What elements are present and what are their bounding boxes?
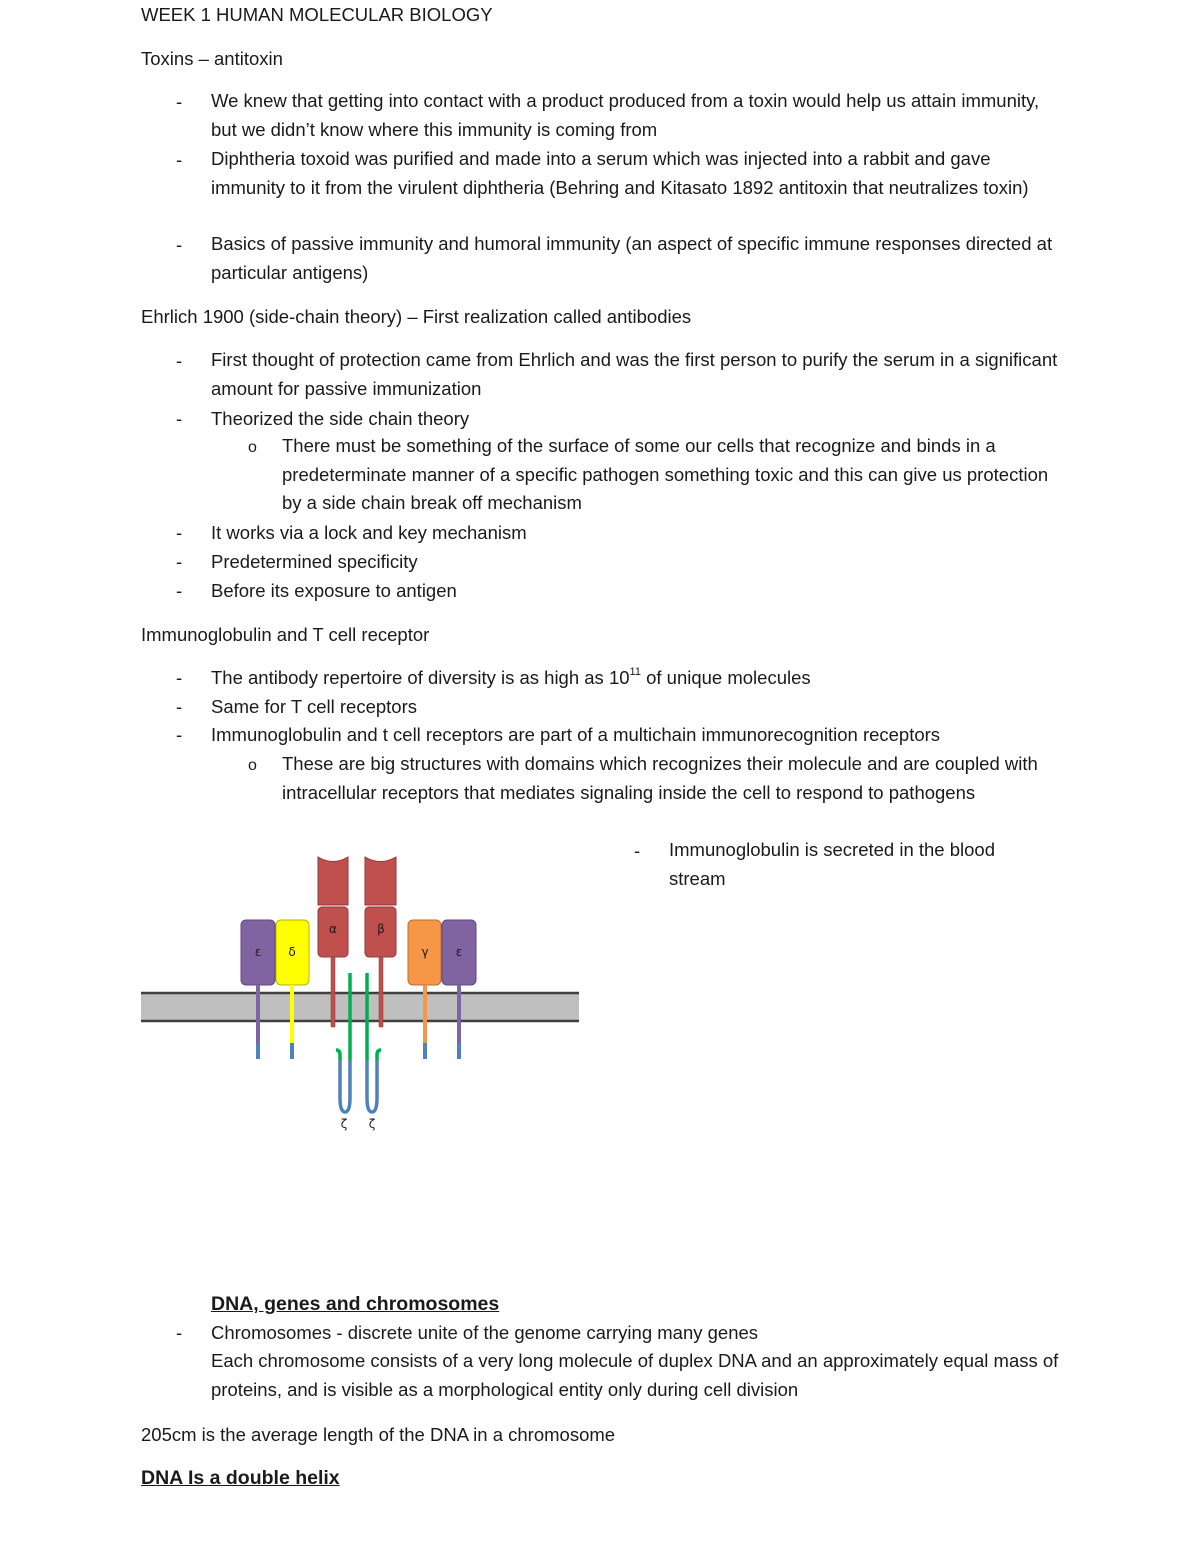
- bullet-marker: -: [176, 551, 183, 572]
- section-heading-ehrlich: Ehrlich 1900 (side-chain theory) – First realization called antibodies: [141, 306, 692, 327]
- section-heading-double-helix: DNA Is a double helix: [141, 1467, 340, 1489]
- section-heading-dna-genes: DNA, genes and chromosomes: [211, 1293, 500, 1315]
- bullet-marker: -: [176, 580, 183, 601]
- epsilon-label-left: ε: [254, 945, 262, 959]
- zeta-left-hook: [336, 1050, 340, 1060]
- zeta-label-right: ζ: [368, 1117, 376, 1131]
- bullet-marker: -: [176, 350, 183, 371]
- delta-label: δ: [288, 945, 296, 959]
- delta-stalk: [290, 985, 294, 1043]
- tcr-complex-diagram: [140, 850, 585, 1135]
- tcr-alpha-variable-domain: [318, 857, 348, 905]
- dna-length-fact: 205cm is the average length of the DNA in a chromosome: [141, 1424, 616, 1445]
- bullet-text: First thought of protection came from Ehrlich and was the first person to purify the serum in a significant amount for passive immunization: [211, 349, 1058, 399]
- bullet-text: Before its exposure to antigen: [211, 580, 457, 601]
- bullet-marker: -: [176, 91, 183, 112]
- bullet-text: Theorized the side chain theory: [211, 408, 470, 429]
- bullet-marker: -: [176, 1322, 183, 1343]
- bullet-text: It works via a lock and key mechanism: [211, 522, 527, 543]
- epsilon-label-right: ε: [455, 945, 463, 959]
- alpha-label: α: [329, 922, 337, 936]
- cell-membrane: [141, 993, 579, 1021]
- section-heading-toxins: Toxins – antitoxin: [141, 48, 283, 69]
- bullet-marker: -: [176, 522, 183, 543]
- zeta-label-left: ζ: [340, 1117, 348, 1131]
- document-title: WEEK 1 HUMAN MOLECULAR BIOLOGY: [141, 4, 493, 25]
- chromosome-paragraph: Each chromosome consists of a very long molecule of duplex DNA and an approximately equal mass of proteins, and is visible as a morphological entity only during cell division: [211, 1350, 1059, 1400]
- epsilon-right-itam: [457, 1043, 461, 1059]
- bullet-marker: -: [176, 149, 183, 170]
- zeta-right-hook: [377, 1050, 381, 1060]
- epsilon-right-stalk: [457, 985, 461, 1043]
- bullet-text-post: of unique molecules: [640, 667, 811, 688]
- bullet-text-chromosomes: Chromosomes - discrete unite of the genome carrying many genes: [211, 1322, 759, 1343]
- bullet-marker: -: [176, 234, 183, 255]
- epsilon-left-stalk: [256, 985, 260, 1043]
- bullet-marker: -: [176, 724, 183, 745]
- section-heading-immunoglobulin: Immunoglobulin and T cell receptor: [141, 624, 430, 645]
- bullet-text: Basics of passive immunity and humoral immunity (an aspect of specific immune responses directed at particular antigens): [211, 233, 1053, 283]
- bullet-text: Same for T cell receptors: [211, 696, 417, 717]
- bullet-text: Diphtheria toxoid was purified and made into a serum which was injected into a rabbit and gave immunity to it from the virulent diphtheria (Behring and Kitasato 1892 antitoxin that neutralizes toxin): [211, 148, 1029, 198]
- bullet-text-diversity: [211, 665, 811, 691]
- sub-bullet-marker: o: [248, 439, 257, 456]
- bullet-marker: -: [176, 408, 183, 429]
- sub-bullet-text: There must be something of the surface of some our cells that recognize and binds in a predeterminate manner of a specific pathogen something toxic and this can give us protection by a side chain break off mechanism: [282, 435, 1049, 513]
- sub-bullet-text: These are big structures with domains which recognizes their molecule and are coupled with intracellular receptors that mediates signaling inside the cell to respond to pathogens: [282, 753, 1038, 803]
- tcr-beta-stalk: [379, 957, 383, 1027]
- bullet-marker: -: [176, 667, 183, 688]
- tcr-beta-variable-domain: [365, 857, 396, 905]
- bullet-marker: -: [176, 696, 183, 717]
- bullet-text: Immunoglobulin and t cell receptors are part of a multichain immunorecognition receptors: [211, 724, 941, 745]
- delta-itam: [290, 1043, 294, 1059]
- gamma-stalk: [423, 985, 427, 1043]
- exponent: 11: [629, 665, 641, 678]
- zeta-right-tail: [367, 1060, 377, 1112]
- epsilon-left-itam: [256, 1043, 260, 1059]
- bullet-text: We knew that getting into contact with a product produced from a toxin would help us attain immunity, but we didn’t know where this immunity is coming from: [211, 90, 1040, 140]
- gamma-itam: [423, 1043, 427, 1059]
- sub-bullet-marker: o: [248, 757, 257, 774]
- gamma-label: γ: [421, 945, 429, 959]
- bullet-text-pre: The antibody repertoire of diversity is as high as 10: [211, 667, 630, 688]
- bullet-text-secreted: Immunoglobulin is secreted in the blood stream: [669, 839, 995, 889]
- beta-label: β: [377, 922, 385, 936]
- bullet-marker: -: [634, 840, 641, 861]
- tcr-alpha-stalk: [331, 957, 335, 1027]
- bullet-text: Predetermined specificity: [211, 551, 418, 572]
